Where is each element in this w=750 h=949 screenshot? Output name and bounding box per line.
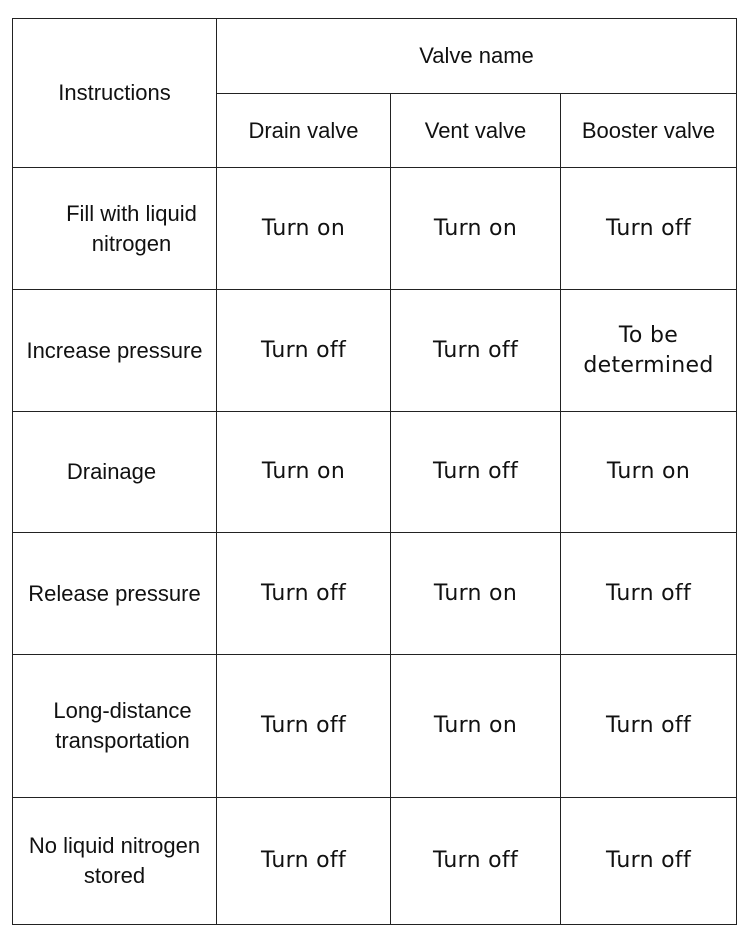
drain-valve-header: Drain valve — [217, 94, 391, 168]
drain-valve-state: Turn on — [217, 168, 391, 290]
instructions-header: Instructions — [13, 19, 217, 168]
booster-valve-state: Turn off — [561, 655, 737, 798]
vent-valve-header: Vent valve — [391, 94, 561, 168]
instruction-release-pressure: Release pressure — [13, 533, 217, 655]
instruction-fill-with-liquid-nitrogen: Fill with liquid nitrogen — [13, 168, 217, 290]
vent-valve-state: Turn off — [391, 290, 561, 412]
vent-valve-state: Turn on — [391, 655, 561, 798]
table-row — [13, 655, 737, 798]
booster-valve-state: Turn off — [561, 168, 737, 290]
booster-valve-state: Turn on — [561, 412, 737, 533]
table-row — [13, 533, 737, 655]
vent-valve-state: Turn off — [391, 798, 561, 925]
valve-operation-table — [12, 18, 737, 925]
vent-valve-state: Turn on — [391, 168, 561, 290]
instruction-long-distance-transportation: Long-distance transportation — [13, 655, 217, 798]
table-row — [13, 290, 737, 412]
table-row — [13, 798, 737, 925]
booster-valve-state: Turn off — [561, 798, 737, 925]
drain-valve-state: Turn off — [217, 655, 391, 798]
drain-valve-state: Turn off — [217, 290, 391, 412]
drain-valve-state: Turn off — [217, 798, 391, 925]
instruction-no-liquid-nitrogen-stored: No liquid nitrogen stored — [13, 798, 217, 925]
table-header-row — [13, 19, 737, 94]
drain-valve-state: Turn on — [217, 412, 391, 533]
valve-name-header: Valve name — [217, 19, 737, 94]
booster-valve-header: Booster valve — [561, 94, 737, 168]
vent-valve-state: Turn on — [391, 533, 561, 655]
booster-valve-state: To be determined — [561, 290, 737, 412]
instruction-drainage: Drainage — [13, 412, 217, 533]
vent-valve-state: Turn off — [391, 412, 561, 533]
drain-valve-state: Turn off — [217, 533, 391, 655]
table-row — [13, 168, 737, 290]
table-row — [13, 412, 737, 533]
booster-valve-state: Turn off — [561, 533, 737, 655]
instruction-increase-pressure: Increase pressure — [13, 290, 217, 412]
